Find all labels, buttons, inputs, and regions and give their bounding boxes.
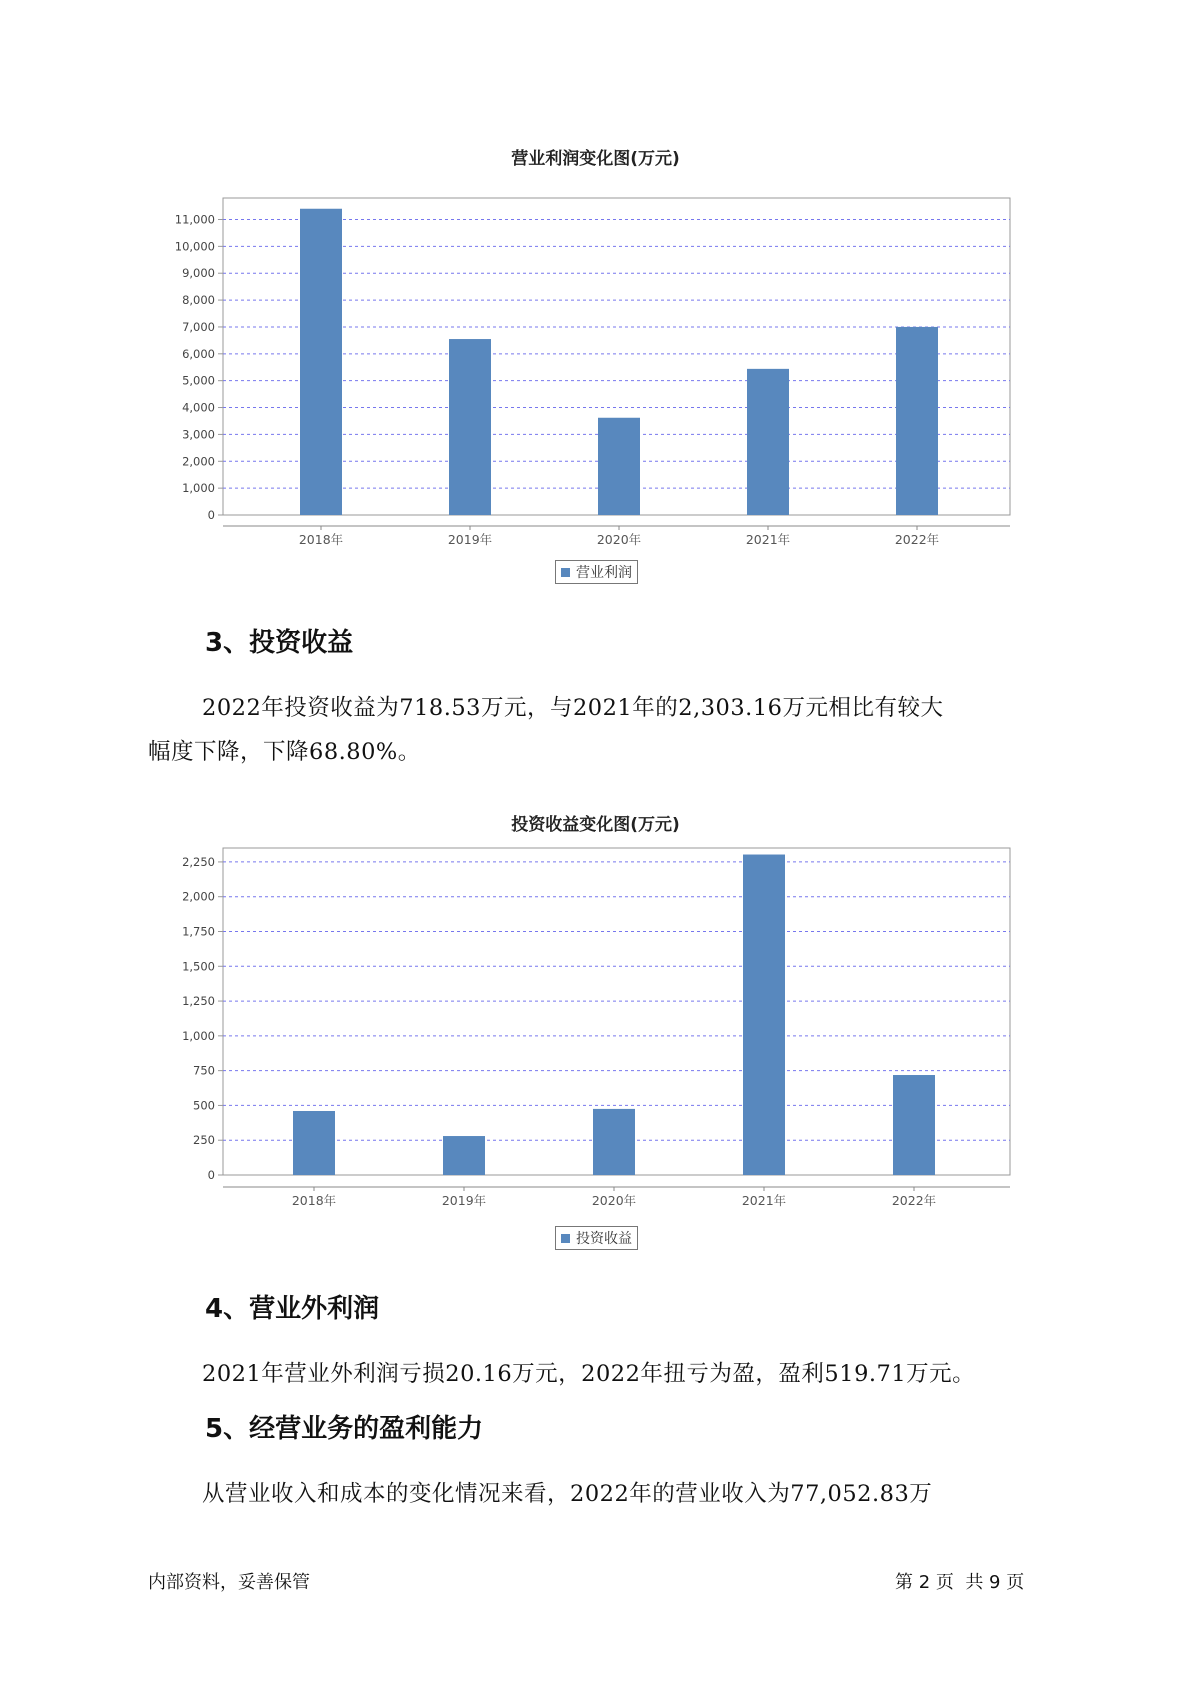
section-heading-investment: 3、投资收益 [205, 628, 354, 658]
x-tick-label: 2021年 [745, 532, 791, 547]
paragraph-profitability: 从营业收入和成本的变化情况来看，2022年的营业收入为77,052.83万 [202, 1481, 933, 1507]
legend-label: 营业利润 [576, 565, 632, 581]
y-tick-label: 0 [207, 1168, 215, 1182]
x-tick-label: 2018年 [298, 532, 344, 547]
y-tick-label: 1,000 [182, 481, 215, 496]
y-tick-label: 2,250 [182, 854, 215, 869]
y-tick-label: 1,750 [182, 924, 215, 939]
y-tick-label: 4,000 [182, 400, 215, 415]
y-tick-label: 250 [193, 1133, 215, 1148]
y-tick-label: 8,000 [182, 293, 215, 308]
bar [893, 1075, 935, 1175]
y-tick-label: 6,000 [182, 346, 215, 361]
y-tick-label: 2,000 [182, 454, 215, 469]
bar [293, 1111, 335, 1175]
x-tick-label: 2021年 [741, 1193, 787, 1208]
y-tick-label: 10,000 [174, 239, 215, 254]
chart-title-investment-income: 投资收益变化图(万元) [511, 815, 680, 835]
y-tick-label: 2,000 [182, 889, 215, 904]
y-tick-label: 750 [193, 1063, 215, 1078]
y-tick-label: 1,500 [182, 959, 215, 974]
y-tick-label: 7,000 [182, 319, 215, 334]
paragraph-investment-line2: 幅度下降，下降68.80%。 [148, 739, 421, 765]
chart-title-operating-profit: 营业利润变化图(万元) [511, 149, 680, 169]
y-tick-label: 9,000 [182, 266, 215, 281]
y-tick-label: 3,000 [182, 427, 215, 442]
x-tick-label: 2022年 [894, 532, 940, 547]
y-tick-label: 1,250 [182, 994, 215, 1009]
legend-investment-income [555, 1226, 638, 1250]
bar [743, 855, 785, 1175]
y-tick-label: 500 [193, 1098, 215, 1113]
bar [443, 1136, 485, 1175]
section-heading-profitability: 5、经营业务的盈利能力 [205, 1414, 484, 1444]
x-tick-label: 2018年 [291, 1193, 337, 1208]
legend-swatch [561, 1234, 570, 1243]
legend-label: 投资收益 [576, 1231, 632, 1247]
x-tick-label: 2020年 [591, 1193, 637, 1208]
bar [593, 1109, 635, 1175]
x-tick-label: 2019年 [447, 532, 493, 547]
x-tick-label: 2022年 [891, 1193, 937, 1208]
paragraph-investment-line1: 2022年投资收益为718.53万元，与2021年的2,303.16万元相比有较大 [202, 695, 944, 721]
footer-page-number: 第 2 页 共 9 页 [895, 1572, 1025, 1593]
x-tick-label: 2020年 [596, 532, 642, 547]
y-tick-label: 5,000 [182, 373, 215, 388]
paragraph-non-operating: 2021年营业外利润亏损20.16万元，2022年扭亏为盈，盈利519.71万元。 [202, 1361, 976, 1387]
y-tick-label: 11,000 [174, 212, 215, 227]
x-tick-label: 2019年 [441, 1193, 487, 1208]
y-tick-label: 1,000 [182, 1028, 215, 1043]
section-heading-non-operating: 4、营业外利润 [205, 1294, 380, 1324]
footer-confidential: 内部资料，妥善保管 [148, 1572, 310, 1593]
y-tick-label: 0 [207, 508, 215, 522]
